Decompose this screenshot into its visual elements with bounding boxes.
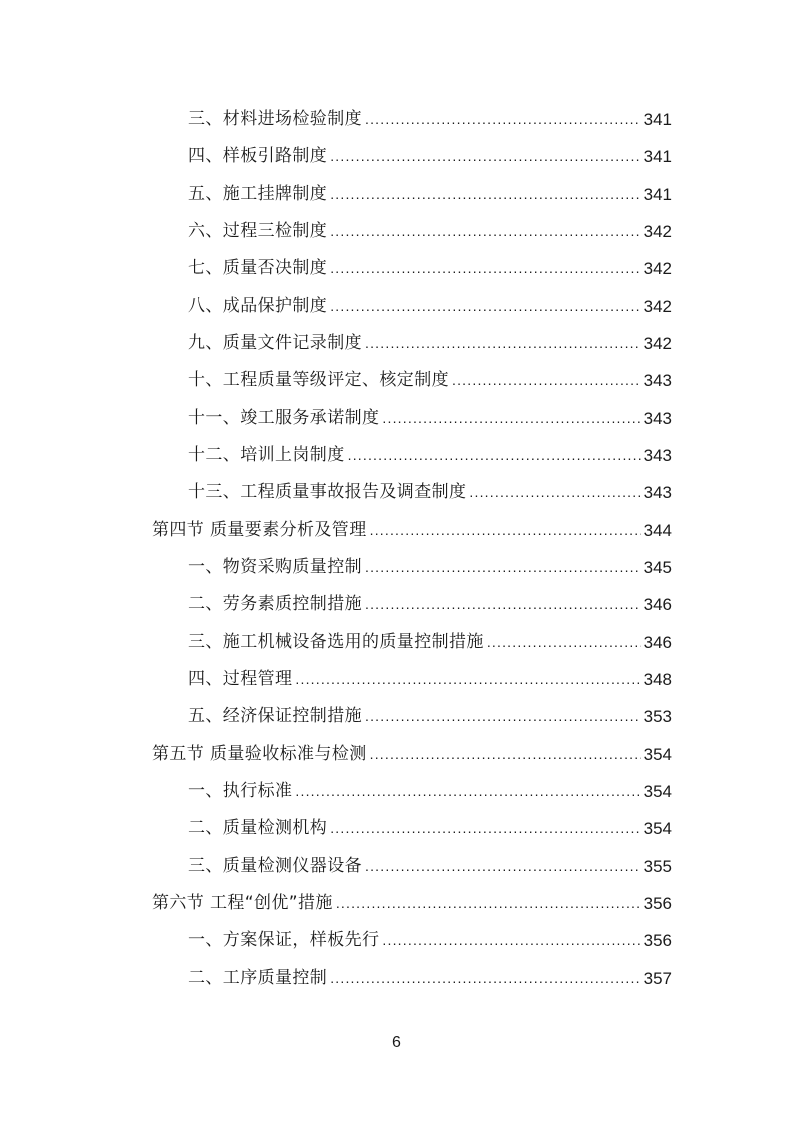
toc-entry-page-number: 342 xyxy=(643,296,672,316)
toc-entry-page-number: 354 xyxy=(643,781,672,801)
toc-entry-title: 二、工序质量控制 xyxy=(188,967,328,988)
toc-entry-page-number: 341 xyxy=(643,184,672,204)
toc-subsection-entry[interactable] xyxy=(0,661,793,698)
toc-dot-leader xyxy=(382,922,640,959)
toc-dot-leader xyxy=(295,773,640,810)
toc-entry-title: 三、质量检测仪器设备 xyxy=(188,855,362,876)
toc-entry-page-number: 345 xyxy=(643,557,672,577)
toc-dot-leader xyxy=(295,661,640,698)
toc-dot-leader xyxy=(487,624,641,661)
toc-entry-page-number: 355 xyxy=(643,856,672,876)
toc-entry-page-number: 342 xyxy=(643,221,672,241)
toc-dot-leader xyxy=(330,288,640,325)
toc-subsection-entry[interactable] xyxy=(0,810,793,847)
toc-dot-leader xyxy=(365,848,641,885)
toc-dot-leader xyxy=(336,885,641,922)
toc-dot-leader xyxy=(365,325,641,362)
toc-entry-title: 六、过程三检制度 xyxy=(188,220,328,241)
toc-entry-title: 十二、培训上岗制度 xyxy=(188,444,345,465)
toc-dot-leader xyxy=(330,138,640,175)
toc-entry-title: 九、质量文件记录制度 xyxy=(188,332,362,353)
toc-dot-leader xyxy=(370,512,641,549)
toc-entry-page-number: 342 xyxy=(643,333,672,353)
toc-entry-title: 七、质量否决制度 xyxy=(188,258,328,279)
toc-subsection-entry[interactable] xyxy=(0,101,793,138)
toc-subsection-entry[interactable] xyxy=(0,922,793,959)
toc-subsection-entry[interactable] xyxy=(0,250,793,287)
toc-dot-leader xyxy=(365,586,641,623)
toc-subsection-entry[interactable] xyxy=(0,437,793,474)
toc-entry-page-number: 343 xyxy=(643,408,672,428)
toc-entry-title: 一、执行标准 xyxy=(188,780,293,801)
toc-entry-title: 二、质量检测机构 xyxy=(188,818,328,839)
toc-subsection-entry[interactable] xyxy=(0,474,793,511)
toc-subsection-entry[interactable] xyxy=(0,586,793,623)
toc-entry-title: 十、工程质量等级评定、核定制度 xyxy=(188,370,449,391)
toc-entry-title: 五、施工挂牌制度 xyxy=(188,183,328,204)
toc-entry-title: 五、经济保证控制措施 xyxy=(188,706,362,727)
toc-entry-title: 一、方案保证，样板先行 xyxy=(188,930,380,951)
toc-dot-leader xyxy=(365,101,641,138)
toc-subsection-entry[interactable] xyxy=(0,362,793,399)
toc-subsection-entry[interactable] xyxy=(0,400,793,437)
toc-subsection-entry[interactable] xyxy=(0,773,793,810)
toc-dot-leader xyxy=(330,213,640,250)
toc-entry-title: 八、成品保护制度 xyxy=(188,295,328,316)
toc-subsection-entry[interactable] xyxy=(0,848,793,885)
toc-entry-title: 三、施工机械设备选用的质量控制措施 xyxy=(188,631,484,652)
toc-subsection-entry[interactable] xyxy=(0,288,793,325)
toc-subsection-entry[interactable] xyxy=(0,138,793,175)
toc-subsection-entry[interactable] xyxy=(0,325,793,362)
toc-subsection-entry[interactable] xyxy=(0,176,793,213)
toc-dot-leader xyxy=(469,474,640,511)
toc-entry-page-number: 341 xyxy=(643,110,672,129)
toc-entry-title: 四、样板引路制度 xyxy=(188,146,328,167)
table-of-contents xyxy=(0,101,793,997)
toc-entry-page-number: 343 xyxy=(643,483,672,503)
toc-dot-leader xyxy=(348,437,641,474)
toc-entry-title: 三、材料进场检验制度 xyxy=(188,109,362,129)
toc-entry-page-number: 357 xyxy=(643,968,672,988)
toc-entry-title: 一、物资采购质量控制 xyxy=(188,556,362,577)
toc-entry-title: 十三、工程质量事故报告及调查制度 xyxy=(188,482,467,503)
toc-dot-leader xyxy=(330,250,640,287)
toc-section-entry[interactable] xyxy=(0,885,793,922)
page-number: 6 xyxy=(392,1034,401,1051)
toc-section-entry[interactable] xyxy=(0,512,793,549)
toc-dot-leader xyxy=(370,736,641,773)
toc-entry-page-number: 341 xyxy=(643,147,672,167)
toc-dot-leader xyxy=(330,960,640,997)
toc-dot-leader xyxy=(365,549,641,586)
toc-entry-page-number: 348 xyxy=(643,669,672,689)
toc-entry-page-number: 344 xyxy=(643,520,672,540)
toc-entry-page-number: 354 xyxy=(643,819,672,839)
toc-section-entry[interactable] xyxy=(0,736,793,773)
toc-subsection-entry[interactable] xyxy=(0,213,793,250)
toc-subsection-entry[interactable] xyxy=(0,549,793,586)
toc-entry-title: 四、过程管理 xyxy=(188,668,293,689)
toc-subsection-entry[interactable] xyxy=(0,960,793,997)
toc-entry-page-number: 346 xyxy=(643,595,672,615)
toc-dot-leader xyxy=(382,400,640,437)
toc-entry-page-number: 353 xyxy=(643,707,672,727)
toc-dot-leader xyxy=(330,810,640,847)
toc-subsection-entry[interactable] xyxy=(0,698,793,735)
toc-entry-title: 十一、竣工服务承诺制度 xyxy=(188,407,380,428)
toc-entry-page-number: 342 xyxy=(643,259,672,279)
toc-entry-page-number: 354 xyxy=(643,744,672,764)
toc-subsection-entry[interactable] xyxy=(0,624,793,661)
toc-entry-page-number: 343 xyxy=(643,445,672,465)
toc-dot-leader xyxy=(452,362,641,399)
toc-entry-title: 第四节 质量要素分析及管理 xyxy=(152,519,367,540)
toc-entry-title: 第五节 质量验收标准与检测 xyxy=(152,743,367,764)
toc-entry-title: 第六节 工程“创优”措施 xyxy=(152,892,333,913)
toc-entry-page-number: 346 xyxy=(643,632,672,652)
toc-entry-title: 二、劳务素质控制措施 xyxy=(188,594,362,615)
toc-dot-leader xyxy=(365,698,641,735)
toc-entry-page-number: 356 xyxy=(643,893,672,913)
toc-entry-page-number: 356 xyxy=(643,931,672,951)
toc-dot-leader xyxy=(330,176,640,213)
toc-entry-page-number: 343 xyxy=(643,371,672,391)
